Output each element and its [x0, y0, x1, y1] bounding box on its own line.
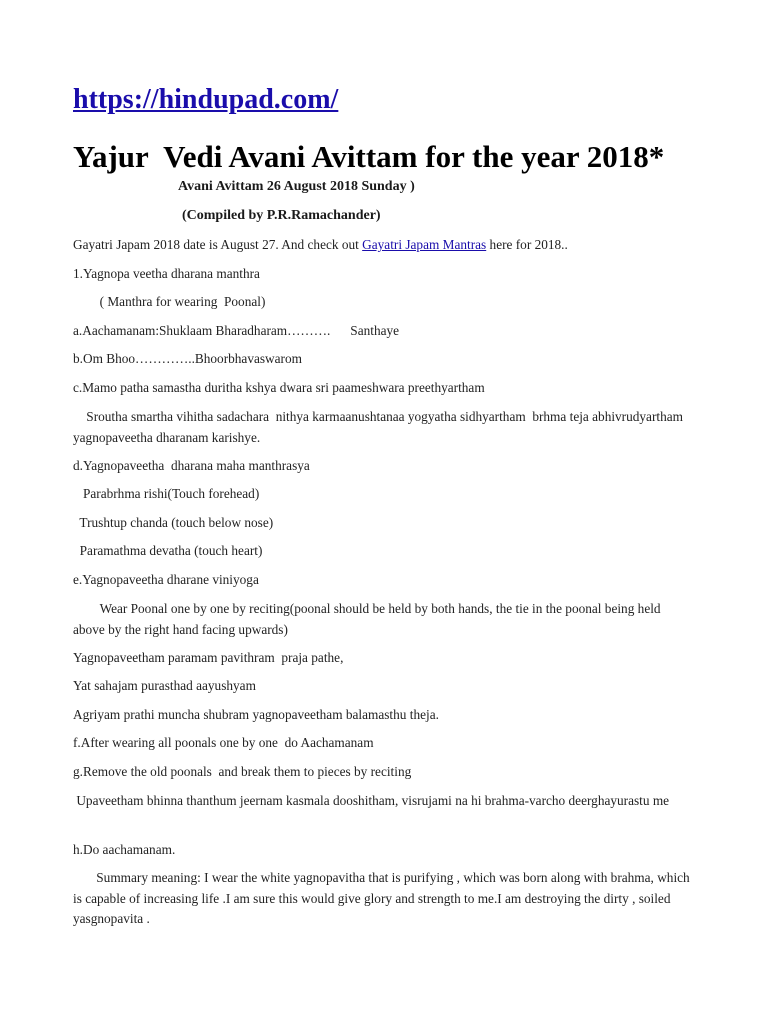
step-a-line: a.Aachamanam:Shuklaam Bharadharam………. Santhaye: [73, 323, 400, 338]
devatha-line: Paramathma devatha (touch heart): [73, 543, 263, 558]
step-1-subheading: ( Manthra for wearing Poonal): [73, 294, 266, 309]
site-url-link[interactable]: https://hindupad.com/: [73, 84, 339, 115]
subtitle-date: Avani Avittam 26 August 2018 Sunday ): [178, 179, 415, 194]
step-b-line: b.Om Bhoo…………..Bhoorbhavaswarom: [73, 351, 302, 366]
intro-text-before: Gayatri Japam 2018 date is August 27. And check out: [73, 237, 363, 252]
upaveetham-mantra: Upaveetham bhinna thanthum jeernam kasmala dooshitham, visrujami na hi brahma-varcho deerghayurastu me: [73, 793, 670, 808]
step-d-line: d.Yagnopaveetha dharana maha manthrasya: [73, 458, 310, 473]
gayatri-japam-mantras-link[interactable]: Gayatri Japam Mantras: [362, 237, 487, 252]
document-title: Yajur Vedi Avani Avittam for the year 2018*: [73, 139, 665, 174]
chanda-line: Trushtup chanda (touch below nose): [73, 515, 274, 530]
step-c-line: c.Mamo patha samastha duritha kshya dwara sri paameshwara preethyartham: [73, 380, 485, 395]
wear-poonal-paragraph: Wear Poonal one by one by reciting(poonal should be held by both hands, the tie in the poonal being held above by the right hand facing upwards): [73, 601, 664, 637]
step-h-line: h.Do aachamanam.: [73, 842, 176, 857]
subtitle-compiled-by: (Compiled by P.R.Ramachander): [182, 208, 381, 223]
step-1-heading: 1.Yagnopa veetha dharana manthra: [73, 266, 260, 281]
intro-text-after: here for 2018..: [486, 237, 568, 252]
step-g-line: g.Remove the old poonals and break them to pieces by reciting: [73, 764, 412, 779]
intro-paragraph: [73, 235, 695, 256]
mantra-line-1: Yagnopaveetham paramam pavithram praja pathe,: [73, 650, 344, 665]
rishi-line: Parabrhma rishi(Touch forehead): [73, 486, 260, 501]
step-c-continuation: Sroutha smartha vihitha sadachara nithya karmaanushtanaa yogyatha sidhyartham brhma teja abhivrudyartham yagnopaveetha dharanam karishye.: [73, 409, 687, 445]
mantra-line-3: Agriyam prathi muncha shubram yagnopaveetham balamasthu theja.: [73, 707, 439, 722]
step-e-line: e.Yagnopaveetha dharane viniyoga: [73, 572, 259, 587]
step-f-line: f.After wearing all poonals one by one do Aachamanam: [73, 735, 374, 750]
summary-meaning-paragraph: Summary meaning: I wear the white yagnopavitha that is purifying , which was born along with brahma, which is capable of increasing life .I am sure this would give glory and strength to me.I am destroying the dirty , soiled yasgnopavita .: [73, 870, 694, 926]
mantra-line-2: Yat sahajam purasthad aayushyam: [73, 678, 256, 693]
